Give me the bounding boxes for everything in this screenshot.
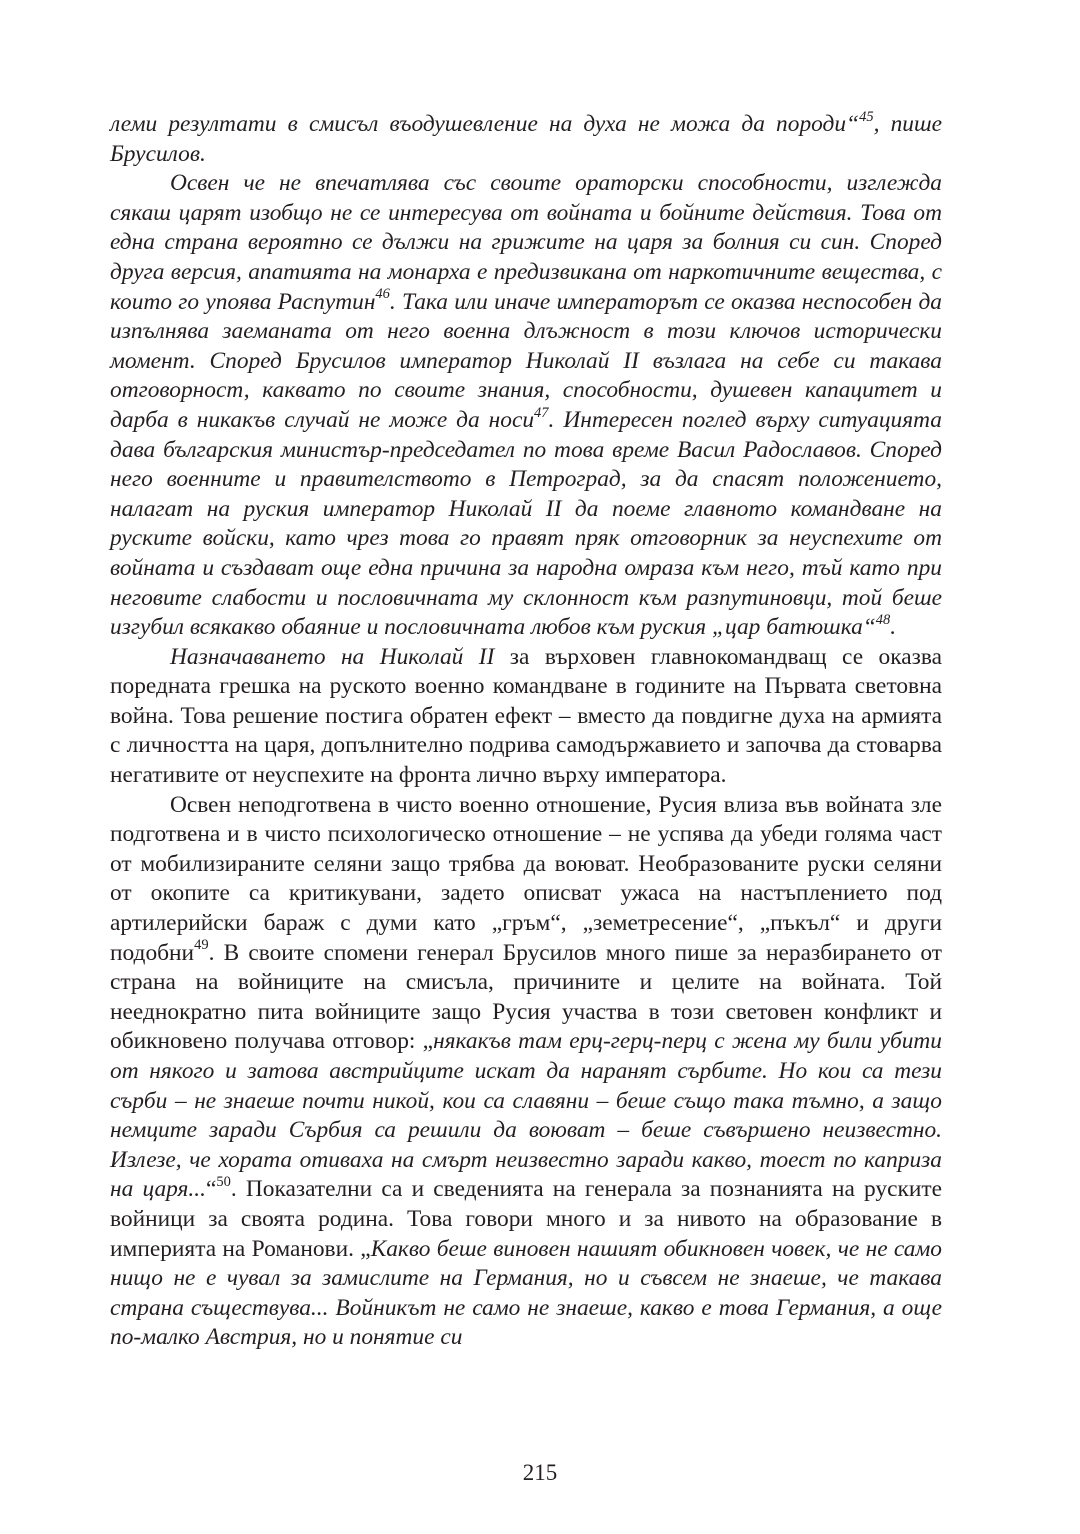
footnote-ref-48: 48 bbox=[875, 611, 891, 628]
footnote-ref-47: 47 bbox=[534, 404, 549, 421]
brusilov-quote-2: Какво беше виновен нашият обикновен човек, че не само нищо не е чувал за замислите на Германия, но и съвсем не знаеше, че такава страна съществува... Войникът не само не знаеше, какво е това Германия, а още по-малко Австрия, но и понятие си bbox=[110, 1235, 943, 1351]
quote-close: “ bbox=[205, 1176, 217, 1203]
footnote-ref-49: 49 bbox=[194, 937, 209, 954]
footnote-ref-45: 45 bbox=[859, 108, 874, 125]
quote-continuation: леми резултати в смисъл въодушевление на духа не можа да породи“ bbox=[110, 111, 860, 137]
paragraph-4-text-e: . Показателни са и сведенията на генерала за познанията на руските войници за своята родина. Това говори много и за нивото на образование в империята на Романови. „ bbox=[110, 1176, 942, 1262]
paragraph-4-text-a: Освен неподготвена в чисто военно отношение, Русия влиза във войната зле подготвена и в чисто психологическо отношение – не успява да убеди голяма част от мобилизираните селяни защо трябва да воюват. Необразованите руски селяни от окопите са критикувани, задето описват ужаса на настъплението под артилерийски бараж с думи като „гръм“, „земетресение“, „пъкъл“ и други подобни bbox=[110, 791, 942, 966]
paragraph-1 bbox=[110, 110, 942, 169]
paragraph-2-text-b: . Така или иначе императорът се оказва неспособен да изпълнява заеманата от него военна длъжност в този ключов исторически момент. Според Брусилов император Николай II възлага на себе си такава отговорност, каквато по своите знания, способности, душевен капацитет и дарба в никакъв случай не може да носи bbox=[110, 288, 942, 433]
paragraph-2 bbox=[110, 169, 942, 643]
paragraph-3-text: за върховен главнокомандващ се оказва поредната грешка на руското военно командване в годините на Първата световна война. Това решение постига обратен ефект – вместо да повдигне духа на армията с личността на царя, допълнително подрива самодържавието и започва да стоварва негативите от неуспехите на фронта лично върху императора. bbox=[110, 643, 942, 789]
page-number: 215 bbox=[522, 1460, 558, 1485]
brusilov-quote-1: някакъв там ерц-герц-перц с жена му били убити от някого и затова австрийците искат да наранят сърбите. Но кои са тези сърби – не знаеше почти никой, кои са славяни – беше също така тъмно, а защо немците заради Сърбия са решили да воюват – беше съвършено неизвестно. Излезе, че хората отиваха на смърт неизвестно заради какво, тоест по каприза на царя... bbox=[110, 1028, 942, 1203]
paragraph-2-text-a: Освен че не впечатлява със своите ораторски способности, изглежда сякаш царят изобщо не се интересува от войната и бойните действия. Това от една страна вероятно се дължи на грижите на царя за болния си син. Според друга версия, апатията на монарха е предизвикана от наркотичните вещества, с които го упоява Распутин bbox=[110, 170, 942, 315]
paragraph-3-lead: Назначаването на Николай II bbox=[170, 643, 495, 670]
paragraph-4 bbox=[110, 791, 942, 1353]
footnote-ref-46: 46 bbox=[375, 286, 390, 303]
paragraph-2-text-d: . bbox=[890, 614, 897, 641]
quote-attribution: , пише Брусилов. bbox=[110, 111, 943, 167]
paragraph-4-text-b: . В своите спомени генерал Брусилов много пише за неразбирането от страна на войниците на смисъла, причините и целите на войната. Той нееднократно пита войниците защо Русия участва в този световен конфликт и обикновено получава отговор: „ bbox=[110, 939, 942, 1055]
footnote-ref-50: 50 bbox=[216, 1174, 231, 1191]
paragraph-3 bbox=[110, 643, 942, 791]
paragraph-2-text-c: . Интересен поглед върху ситуацията дава българския министър-председател по това време Васил Радославов. Според него военните и правителството в Петроград, за да спасят положението, налагат на руския император Николай II да поеме главното командване на руските войски, като чрез това го правят пряк отговорник за неуспехите от войната и създават още една причина за народна омраза към него, тъй като при неговите слабости и пословичната му склонност към разпутиновци, той беше изгубил всякакво обаяние и пословичната любов към руския „цар батюшка“ bbox=[110, 406, 942, 641]
page-body bbox=[110, 110, 942, 1353]
